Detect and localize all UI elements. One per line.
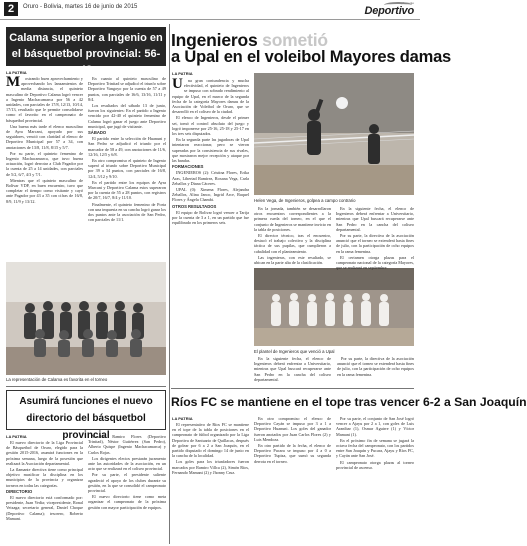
paragraph: En el próximo fin de semana se jugará la octava fecha del campeonato, con los partidos entre San Joaquín y Pucara, Ajayu y Ríos FC, y Cayán ante San José. xyxy=(336,437,414,459)
director-col2 xyxy=(88,434,166,544)
paragraph: El elenco de Ingenieros, desde el primer set, tomó el control absoluto del juego y logró imponerse por 25-16, 25-18 y 25-17 en los tres sets disputados. xyxy=(172,115,249,137)
director-headline-line1: Asumirá funciones el nuevo xyxy=(19,396,153,407)
story-divider xyxy=(171,388,414,389)
paragraph: Vocales: Ramiro Flores (Deportivo Trinitad), Néstor Gutiérrez (San Pedro), Alberto Quispe (Ingenio Machacamarca) y Carlos Rojas. xyxy=(88,434,166,455)
rios-section-tag: LA PATRIA xyxy=(172,416,193,421)
volley-team-caption: El plantel de Ingenieros que venció a Upal xyxy=(254,349,335,354)
paragraph: El nuevo directorio está conformado por: presidente, Juan Vedia; vicepresidente, Ronal Veizaga; secretario general, Daniel Choque (Deportivo Calama); tesorero, Roberto Mamani. xyxy=(6,495,83,521)
paragraph: La flamante directiva tiene como principal objetivo masificar la disciplina en los municipios de la provincia y organizar torneos en todas las categorías. xyxy=(6,467,83,488)
paragraph: Por su parte, la directiva de la asociación anunció que el torneo se extenderá hasta fines de julio, con la participación de ocho equipos en la rama femenina. xyxy=(337,356,414,377)
paragraph: El nuevo directorio de la Liga Provincial de Básquetbol de Oruro, elegido para la gestión 2015-2016, asumirá funciones en la próxima semana, luego de la posesión que realizará la Asociación departamental. xyxy=(6,440,83,466)
volley-team-graphic xyxy=(254,268,414,346)
director-headline-line2: directorio del básquetbol provincial xyxy=(26,413,146,441)
paragraph: En la jornada, también se desarrollaron otros encuentros correspondientes a la primera rueda del torneo, en el que el conjunto de Ingenieros se mantiene invicto en la tabla de posiciones. xyxy=(254,206,331,232)
basket-headline-line2: el básquetbol provincial: 56-42 xyxy=(11,48,161,76)
action-photo-graphic xyxy=(254,73,414,195)
paragraph: Mientras que el quinteto masculino de Bolívar VDP, en buen encuentro, tuvo que completar el tiempo como visitante y cayó ante Pagador por 43 a 35 con cifras de 16/8, 8/9, 11/9 y 13/12. xyxy=(6,177,83,204)
column-divider xyxy=(169,24,170,544)
basket-team-photo xyxy=(6,262,166,375)
basket-headline-line1: Calama superior a Ingenio en xyxy=(9,32,163,44)
page-number: 2 xyxy=(4,2,18,16)
brand-name: Deportivo xyxy=(364,5,414,17)
basket-col2 xyxy=(88,76,166,260)
basket-col1 xyxy=(6,76,83,260)
story-divider xyxy=(6,386,166,387)
volley-action-caption: Helen Vega, de Ingenieros, golpea a campo contrario xyxy=(254,198,356,203)
dateline: Oruro - Bolivia, martes 16 de junio de 2015 xyxy=(23,4,138,10)
subhead: DIRECTORIO xyxy=(6,488,33,494)
paragraph: El equipo de Bolivar logró vencer a Tarija por la cuenta de 3 a 1, en un partido que fue equilibrado en los primeros sets. xyxy=(172,209,249,226)
paragraph: En otro compromiso el elenco de Deportivo Cayán se impuso por 3 a 1 a Deportivo Huanuni. Los goles del ganador fueron anotados por Juan Carlos Flores (2) y Luis Mendoza. xyxy=(254,416,331,442)
volley-col1 xyxy=(172,78,249,378)
paragraph: El campeonato otorga plazas al torneo provincial de ascenso. xyxy=(336,459,414,470)
page-header xyxy=(0,0,420,20)
director-col1 xyxy=(6,440,83,544)
volley-section-tag: LA PATRIA xyxy=(172,71,193,76)
paragraph: Las ingenieras, con este resultado, se ubican en la parte alta de la clasificación. xyxy=(254,254,331,266)
rios-col2 xyxy=(254,416,331,544)
paragraph: UPAL (0): Ximena Flores, Alejandra Zeballos, Alina Janco, Ingrid Arce, Raquel Flores y Ángela Chambi. xyxy=(172,187,249,203)
rios-col3 xyxy=(336,416,414,544)
paragraph: na gran contundencia y mucha efectividad, el quinteto de Ingenieros se impuso con sobrado rendimiento al equipo de Upal, en el marco de la segunda fecha de la categoría Mayores damas de la Asociación de Voleibol de Oruro, que se desarrolló en el coliseo de la ciudad. xyxy=(172,78,249,115)
basket-dropcap: M xyxy=(6,74,21,90)
volley-col2 xyxy=(254,206,331,266)
subhead: FORMACIONES xyxy=(172,164,204,170)
paragraph: Los goles para los triunfadores fueron marcados por Ramiro Villca (2), Simón Ríos, Fernando Mamani (2) y Jhonny Cruz. xyxy=(172,459,249,475)
volley-headline-emph: sometió xyxy=(262,30,328,50)
paragraph: El partido entre la selección de Huanuni y San Pedro se adjudicó el triunfo por el marcador de 58 a 49, con anotaciones de 11/6, 12/16, 12/5 y 6/8. xyxy=(88,136,166,157)
paragraph: Finalmente, el quinteto femenino de Porta con una impuesta en su cancha logró ganar los dos puntos ante la asociación de San Pedro, con parciales de 11/1. xyxy=(88,201,166,223)
supplement-logo xyxy=(350,1,414,18)
paragraph: En el partido entre los equipos de Ayra Marcani y Deportivo Calama estos superaron por la cuenta de 55 a 28 puntos, con registros de 20/7, 16/7, 8/4 y 11/10. xyxy=(88,179,166,201)
paragraph: Una buena más tarde el elenco masculino de Ayra Marcani, apoyado por sus seguidores, venció con claridad al elenco de Deportivo Municipal por 57 a 34, con anotaciones de 13/8, 11/8, 8/15 y 5/7. xyxy=(6,123,83,150)
paragraph: El director técnico, tras el encuentro, destacó el trabajo colectivo y la disciplina táctica de sus pupilas, que cumplieron a cabalidad con el planteamiento. xyxy=(254,233,331,254)
paragraph: En la siguiente fecha, el elenco de Ingenieros deberá enfrentar a Universitario, mientras que Upal buscará recuperarse ante San Pedro en la cancha del coliseo departamental. xyxy=(254,356,331,382)
volley-team-photo xyxy=(254,268,414,346)
paragraph: Los resultados del sábado 13 de junio, fueron los siguientes: En el partido a Ingenio vencido por 42-40 el quinteto femenino de Calama logró ganar el juego ante Deportivo municipal, que jugó de visitante. xyxy=(88,103,166,129)
rios-col1 xyxy=(172,422,249,544)
paragraph: Los dirigentes electos prestarán juramento ante las autoridades de la asociación, en un acto que se realizará en el coliseo provincial. xyxy=(88,455,166,472)
paragraph: El representativo de Ríos FC se mantiene en el tope de la tabla de posiciones en el campeonato de fútbol organizado por la Liga Deportiva de Santuario de Quillacas, después de golear por 6 a 2 a San Joaquín, en el partido disputado el domingo 14 de junio en la cancha de la localidad. xyxy=(172,422,249,459)
paragraph: Por su parte, el conjunto de San José logró vencer a Ajayu por 2 a 1, con goles de Luis Aranibar (1), Osmar Aguirre (1) y Víctor Mamani (1). xyxy=(336,416,414,437)
subhead: SÁBADO xyxy=(88,130,107,136)
paragraph: El nuevo directorio tiene como meta organizar el campeonato de la próxima gestión con mayor participación de equipos. xyxy=(88,494,166,510)
basket-photo-caption: La representación de Calama es favorita en el torneo xyxy=(6,377,108,382)
paragraph: Por su parte, el quinteto femenino de Ingenio Machacamarca, que tuvo buena actuación, logró derrotar a Club Pagador por la cuenta de 25 a 14 unidades, con parciales de 5/2, 6/7, 4/3 y 7/1. xyxy=(6,150,83,177)
brand-small: Suplemento xyxy=(397,1,414,5)
director-section-tag: LA PATRIA xyxy=(6,434,27,439)
volley-headline-pre: Ingenieros xyxy=(171,30,263,50)
paragraph: En otro partido de la fecha, el elenco de Deportivo Pucara se impuso por 4 a 0 a Deportivo Tupiza, que sumó su segunda derrota en el torneo. xyxy=(254,443,331,464)
volley-col3 xyxy=(336,206,414,271)
volley-col-bottom xyxy=(254,356,414,384)
paragraph: El certamen otorga plazas para el campeonato nacional de la categoría Mayores, que se realizará en septiembre. xyxy=(336,254,414,271)
rios-headline: Ríos FC se mantiene en el tope tras vencer 6-2 a San Joaquín xyxy=(171,395,527,409)
paragraph: En la segunda parte las jugadoras de Upal intentaron reaccionar, pero se vieron superadas por la consistencia de sus rivales, que mostraron mejor recepción y ataque por las bandas. xyxy=(172,137,249,164)
paragraph: Por su parte, el presidente saliente agradeció el apoyo de los clubes durante su gestión, en la que se consolidó el campeonato provincial. xyxy=(88,472,166,494)
paragraph: En la siguiente fecha, el elenco de Ingenieros deberá enfrentar a Universitario, mientras que Upal buscará recuperarse ante San Pedro en la cancha del coliseo departamental. xyxy=(336,206,414,232)
volley-dropcap: U xyxy=(172,76,183,92)
logo-swoosh xyxy=(384,2,412,8)
volley-action-photo xyxy=(254,73,414,195)
volley-headline-cont: a Upal en el voleibol Mayores damas xyxy=(171,48,452,66)
paragraph: Por su parte, la directiva de la asociación anunció que el torneo se extenderá hasta fines de julio, con la participación de ocho equipos en la rama femenina. xyxy=(336,233,414,254)
subhead: OTROS RESULTADOS xyxy=(172,203,217,209)
basket-section-tag: LA PATRIA xyxy=(6,70,27,75)
paragraph: En otro compromiso el quinteto de Ingenio superó al triunfo sobre Deportivo Municipal por 39 a 34 puntos, con parciales de 16/8, 12/4, 5/12 y 9/10. xyxy=(88,158,166,179)
paragraph: En cuanto al quinteto masculino de Deportivo Trinitad se adjudicó el triunfo sobre Deportivo Vangoyo por la cuenta de 57 a 49 puntos, con parciales de 16/6, 13/16, 11/11 y 8/4. xyxy=(88,76,166,102)
paragraph: INGENIEROS (2): Cristina Flores, Erika Aras, Libertad Ramírez, Roxana Vega, Carla Zeballos y Diana Cáceres. xyxy=(172,170,249,186)
paragraph: ostrando buen aprovechamiento y aprovechando los lanzamientos de media distancia, el quinteto masculino de Deportivo Calama logró vencer a Ingenio Machacamarca por 56 a 42 unidades, con parciales de 17/8, 12/13, 10/14, 17/13, resultado que le permite consolidarse como el favorito en el campeonato de básquetbol provincial. xyxy=(6,76,83,123)
team-photo-graphic xyxy=(6,262,166,375)
